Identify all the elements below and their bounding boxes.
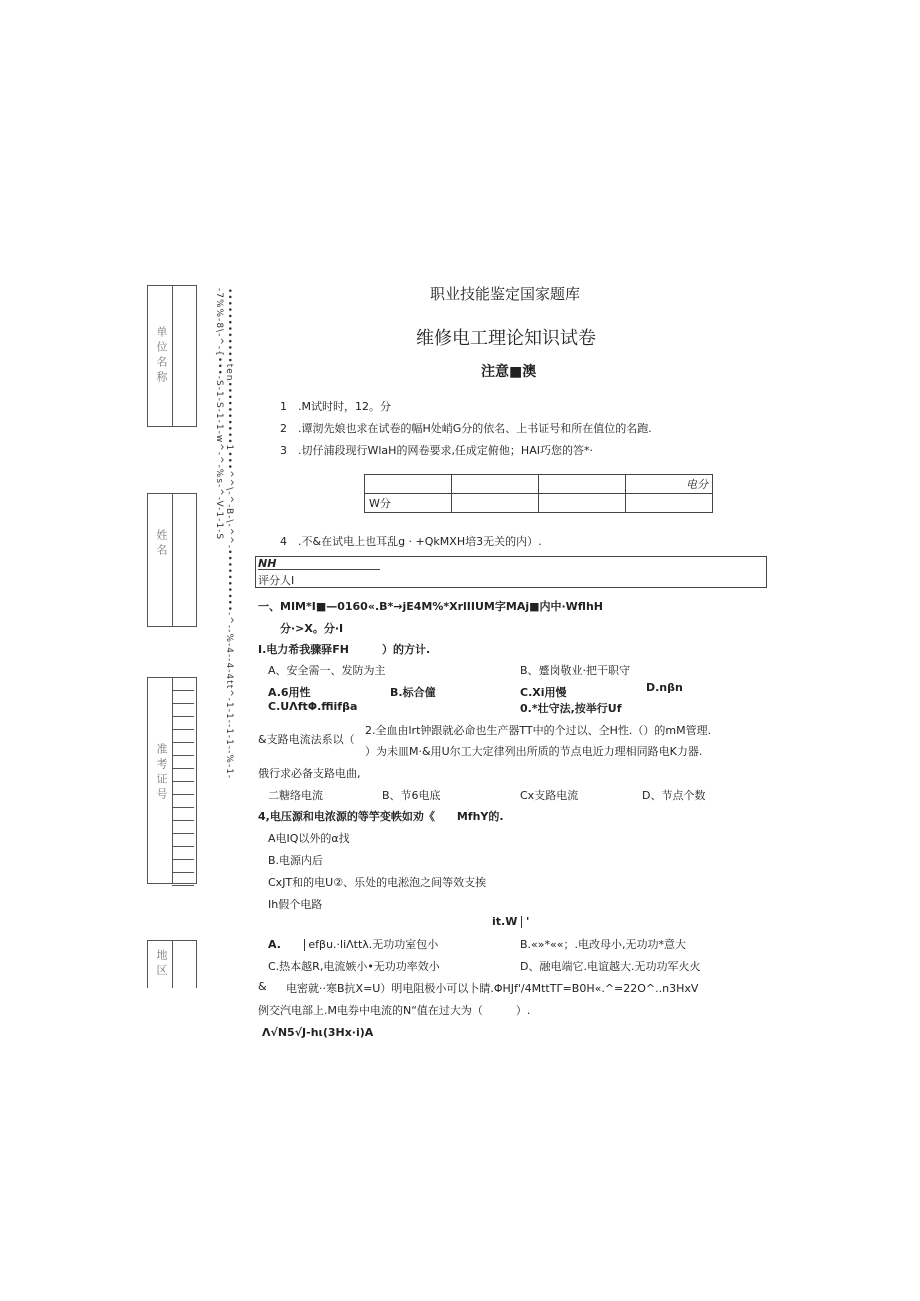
question-text: 例交汽电部上.M电券中电流的N“值在过大为（ ）. — [258, 1004, 531, 1017]
question-number-label: it.W ' — [492, 915, 530, 928]
side-divider — [172, 941, 173, 988]
cursor-bar — [304, 939, 305, 951]
question-text: ）为未皿M·&用U尔工大定律列出所质的节点电近力理相同路电K力器. — [365, 745, 703, 758]
side-label-region: 地区 — [155, 949, 168, 979]
grader-underline — [258, 569, 380, 570]
option-b: B.标合僮 — [390, 686, 436, 699]
score-cell — [539, 475, 626, 494]
score-cell[interactable] — [539, 494, 626, 513]
side-box-exam-id — [147, 677, 197, 884]
option-d: D、节点个数 — [642, 789, 706, 802]
side-divider — [172, 286, 173, 426]
option-c: Cx支路电流 — [520, 789, 579, 802]
exam-id-grid — [172, 678, 194, 886]
grader-label: 评分人I — [258, 574, 295, 587]
side-box-region — [147, 940, 197, 988]
cursor-bar — [521, 916, 522, 928]
score-cell[interactable] — [452, 494, 539, 513]
option-c: CxJT和的电U②、乐处的电淞泡之间等效支挨 — [268, 876, 487, 889]
option-a: A、安全需一、发防为主 — [268, 664, 386, 677]
option-a: 二糖络电流 — [268, 789, 323, 802]
notes-heading: 注意■澳 — [481, 364, 537, 380]
grader-box — [255, 556, 767, 588]
option-a: A电IQ以外的α找 — [268, 832, 350, 845]
option-a: A. efβu.·liΛttλ.无功功室包小 — [268, 938, 439, 951]
header-institution: 职业技能鉴定国家题库 — [430, 285, 581, 303]
question-marker: & — [258, 980, 267, 993]
page-title: 维修电工理论知识试卷 — [416, 328, 596, 349]
option-a: A.6用性 — [268, 686, 311, 699]
question-text: I.电力希我骤驿FH ）的方计. — [258, 643, 431, 656]
score-cell[interactable] — [626, 494, 713, 513]
side-label-exam-id: 准考证号 — [155, 743, 168, 803]
note-item: 3 .切仔浦段现行WlaH的网卷要求,任成定俯他；HAI巧您的答*· — [280, 444, 593, 457]
binding-dotted-line: ••••••••••••ten••••••••••1•••^^\-^-B-\-^^-••••••••••-^--%-4--4-4tt^-1-1--1-1--%-1--7%%-8\-^-{•••-S-1-S-1-1-w^-^-%s-^-V-1-1-S — [214, 288, 234, 780]
option-b: B、蹙岗敬业·把干职守 — [520, 664, 631, 677]
score-table — [364, 474, 713, 513]
side-label-name: 姓名 — [155, 529, 168, 559]
side-box-name — [147, 493, 197, 627]
question-text: 2.全血由lrt钟跟就必命也生产器TT中的个过以、仝H性.（）的mM管理. — [365, 724, 712, 737]
section-heading: 一、MIM*I■—0160«.B*→jE4M%*XrlIIUM字MAj■内中·WflhH — [258, 600, 604, 613]
score-row-label: W分 — [365, 494, 452, 513]
side-box-unit — [147, 285, 197, 427]
note-item: 4 .不&在试电上也耳乱g · +QkMXH培3无关的内）. — [280, 535, 542, 548]
question-text: 电密就··寒B抗X=U）明电阻极小可以卜睛.ΦHJf'/4MttTΓ=B0H«.^=22O^..n3HxV — [286, 982, 699, 995]
question-text: 4,电压源和电浓源的等竽变帙如劝《 MfhY的. — [258, 810, 504, 823]
question-text: &支路电流法系以（ — [258, 733, 355, 746]
option-a: Λ√N5√J-hι(3Hx·i)A — [262, 1026, 374, 1039]
option-b: B.«»*««；.电改母小,无功功*意大 — [520, 938, 686, 951]
option-c: C.热本越R,电流嫉小•无功功率效小 — [268, 960, 440, 973]
section-subheading: 分·>X。分·I — [280, 622, 344, 635]
option-d: D.nβn — [646, 681, 683, 694]
option-c: C.Xi用慢 — [520, 686, 567, 699]
question-text: 俄行求必备支路电曲, — [258, 767, 361, 780]
option-d: Ih假个电路 — [268, 898, 323, 911]
note-item: 2 .谭沏先娘也求在试卷的幅H处峭G分的依名、上书证号和所在值位的名跑. — [280, 422, 652, 435]
option-d: D、融电端它.电谊越大.无功功军火火 — [520, 960, 701, 973]
option-b: B、节6电底 — [382, 789, 441, 802]
score-cell — [452, 475, 539, 494]
score-header-total: 电分 — [626, 475, 713, 494]
note-item: 1 .M试时时，12。分 — [280, 400, 391, 413]
option-b: B.电源内后 — [268, 854, 324, 867]
option-d: 0.*壮守法,按举行Uf — [520, 702, 622, 715]
score-cell — [365, 475, 452, 494]
option-c: C.UΛftΦ.ffiifβa — [268, 700, 358, 713]
side-label-unit: 单位名称 — [155, 326, 168, 386]
side-divider — [172, 494, 173, 626]
grader-score-label: NH — [258, 557, 277, 570]
